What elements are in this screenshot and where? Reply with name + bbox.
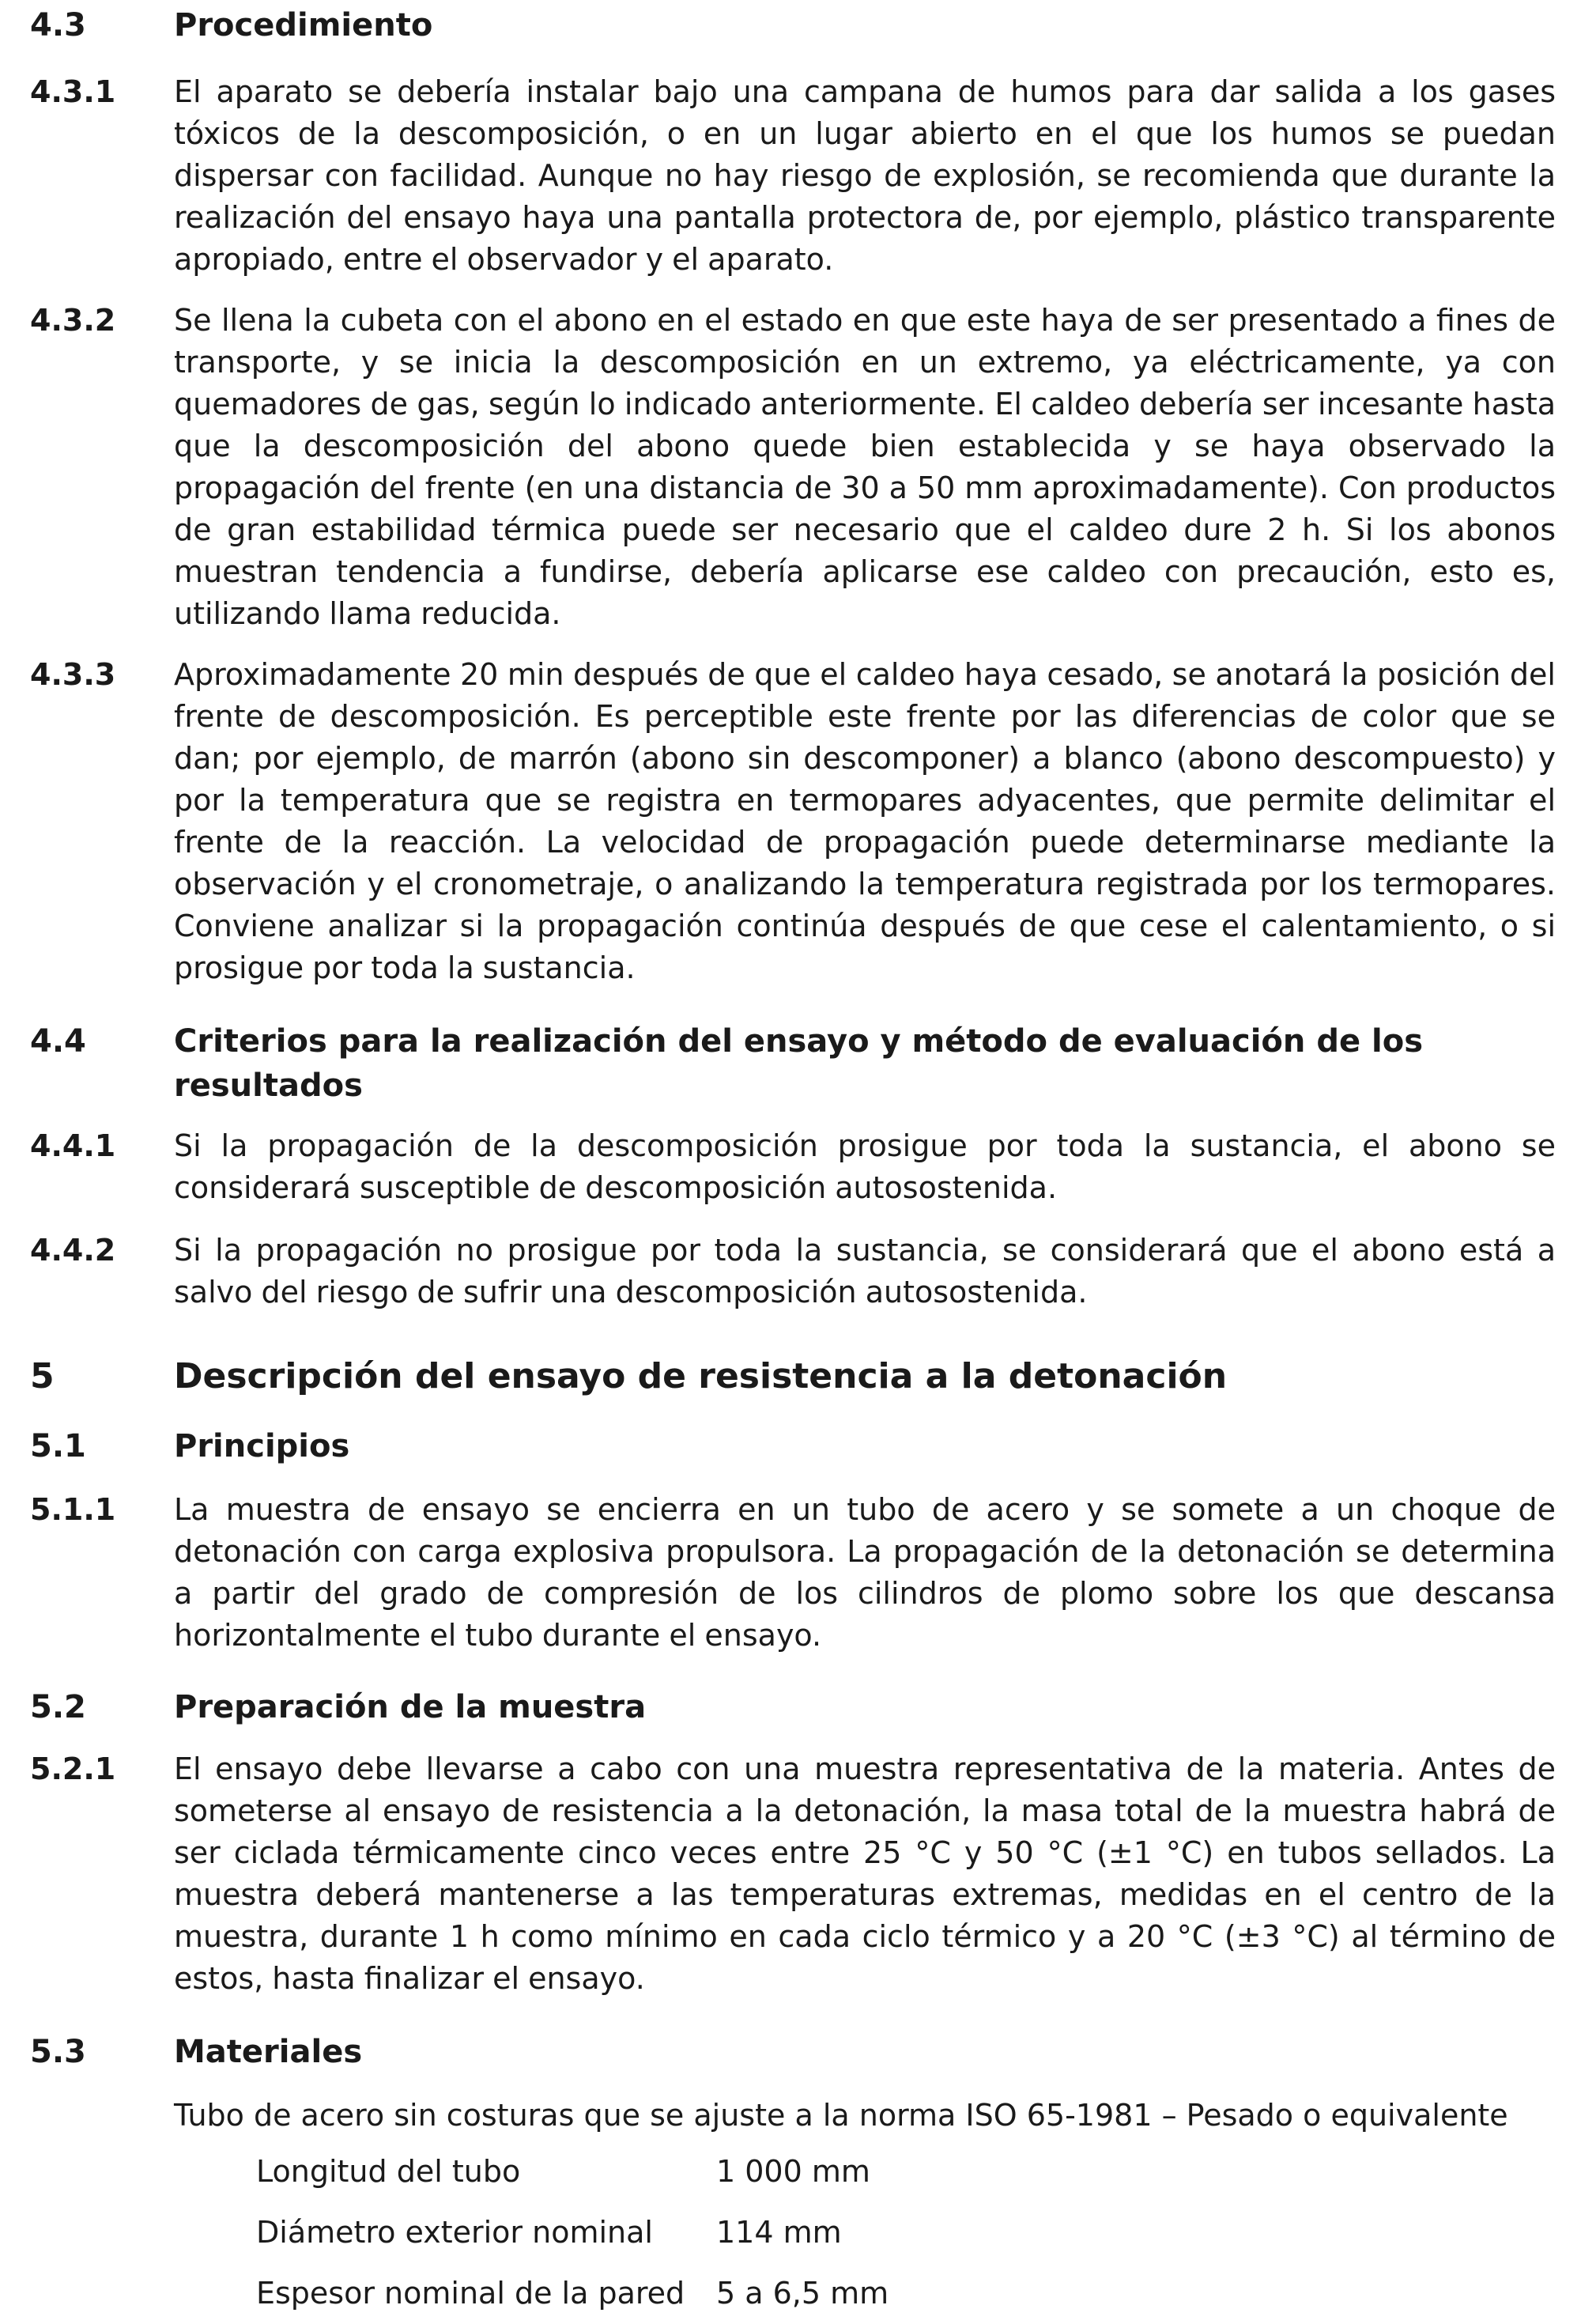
section-number: 4.3 <box>30 7 86 43</box>
section-heading-5-2 <box>30 1685 1556 1729</box>
paragraph-5-2-1 <box>30 1748 1556 2000</box>
paragraph-number: 4.4.2 <box>30 1233 116 1268</box>
section-heading-4-3 <box>30 3 1556 47</box>
section-number: 5.2 <box>30 1689 86 1725</box>
paragraph-number: 4.3.3 <box>30 657 116 692</box>
paragraph-number: 5.1.1 <box>30 1492 116 1527</box>
paragraph-number: 5.2.1 <box>30 1752 116 1786</box>
section-heading-4-4 <box>30 1019 1556 1108</box>
spec-value: 1 000 mm <box>716 2154 870 2189</box>
paragraph-text: La muestra de ensayo se encierra en un tubo de acero y se somete a un choque de detonación con carga explosiva propulsora. La propagación de la detonación se determina a partir del grado de compresión de los cilindros de plomo sobre los que descansa horizontalmente el tubo durante el ensayo. <box>174 1492 1556 1653</box>
paragraph-4-4-1 <box>30 1125 1556 1209</box>
chapter-number: 5 <box>30 1356 55 1396</box>
table-row <box>256 2202 889 2263</box>
paragraph-text: Si la propagación de la descomposición prosigue por toda la sustancia, el abono se considerará susceptible de descomposición autosostenida. <box>174 1128 1556 1205</box>
section-title: Materiales <box>174 2034 363 2070</box>
section-title: Procedimiento <box>174 7 433 43</box>
paragraph-4-3-2 <box>30 300 1556 635</box>
section-number: 5.3 <box>30 2034 86 2070</box>
document-page <box>30 0 1556 2324</box>
paragraph-4-3-1 <box>30 71 1556 281</box>
materials-spec-table <box>256 2141 889 2324</box>
spec-value: 114 mm <box>716 2215 842 2250</box>
paragraph-text: El aparato se debería instalar bajo una campana de humos para dar salida a los gases tóxicos de la descomposición, o en un lugar abierto en el que los humos se puedan dispersar con facilidad. Aunque no hay riesgo de explosión, se recomienda que durante la realización del ensayo haya una pantalla protectora de, por ejemplo, plástico transparente apropiado, entre el observador y el aparato. <box>174 74 1556 277</box>
chapter-title: Descripción del ensayo de resistencia a la detonación <box>174 1356 1228 1396</box>
spec-label: Diámetro exterior nominal <box>256 2215 653 2250</box>
section-title: Preparación de la muestra <box>174 1689 647 1725</box>
section-heading-5-3 <box>30 2030 1556 2074</box>
paragraph-text: Aproximadamente 20 min después de que el caldeo haya cesado, se anotará la posición del frente de descomposición. Es perceptible este frente por las diferencias de color que se dan; por ejemplo, de marrón (abono sin descomponer) a blanco (abono descompuesto) y por la temperatura que se registra en termopares adyacentes, que permite delimitar el frente de la reacción. La velocidad de propagación puede determinarse mediante la observación y el cronometraje, o analizando la temperatura registrada por los termopares. Conviene analizar si la propagación continúa después de que cese el calentamiento, o si prosigue por toda la sustancia. <box>174 657 1556 985</box>
paragraph-4-4-2 <box>30 1230 1556 1313</box>
paragraph-number: 4.3.2 <box>30 303 116 338</box>
materials-intro: Tubo de acero sin costuras que se ajuste a la norma ISO 65-1981 – Pesado o equivalente <box>174 2098 1508 2133</box>
paragraph-5-1-1 <box>30 1489 1556 1657</box>
paragraph-number: 4.4.1 <box>30 1128 116 1163</box>
section-title: Principios <box>174 1428 350 1464</box>
chapter-heading-5 <box>30 1353 1556 1400</box>
section-number: 4.4 <box>30 1023 86 1060</box>
table-row <box>256 2141 889 2202</box>
paragraph-4-3-3 <box>30 654 1556 989</box>
paragraph-text: Si la propagación no prosigue por toda la sustancia, se considerará que el abono está a salvo del riesgo de sufrir una descomposición autosostenida. <box>174 1233 1556 1309</box>
paragraph-text: Se llena la cubeta con el abono en el estado en que este haya de ser presentado a fines de transporte, y se inicia la descomposición en un extremo, ya eléctricamente, ya con quemadores de gas, según lo indicado anteriormente. El caldeo debería ser incesante hasta que la descomposición del abono quede bien establecida y se haya observado la propagación del frente (en una distancia de 30 a 50 mm aproximadamente). Con productos de gran estabilidad térmica puede ser necesario que el caldeo dure 2 h. Si los abonos muestran tendencia a fundirse, debería aplicarse ese caldeo con precaución, esto es, utilizando llama reducida. <box>174 303 1556 631</box>
section-heading-5-1 <box>30 1424 1556 1468</box>
section-title: Criterios para la realización del ensayo y método de evaluación de los resultados <box>174 1023 1423 1104</box>
paragraph-number: 4.3.1 <box>30 74 116 109</box>
paragraph-text: El ensayo debe llevarse a cabo con una muestra representativa de la materia. Antes de someterse al ensayo de resistencia a la detonación, la masa total de la muestra habrá de ser ciclada térmicamente cinco veces entre 25 °C y 50 °C (±1 °C) en tubos sellados. La muestra deberá mantenerse a las temperaturas extremas, medidas en el centro de la muestra, durante 1 h como mínimo en cada ciclo térmico y a 20 °C (±3 °C) al término de estos, hasta finalizar el ensayo. <box>174 1752 1556 1996</box>
spec-label: Longitud del tubo <box>256 2154 521 2189</box>
spec-label: Espesor nominal de la pared <box>256 2276 685 2311</box>
section-number: 5.1 <box>30 1428 86 1464</box>
table-row <box>256 2263 889 2324</box>
spec-value: 5 a 6,5 mm <box>716 2276 889 2311</box>
